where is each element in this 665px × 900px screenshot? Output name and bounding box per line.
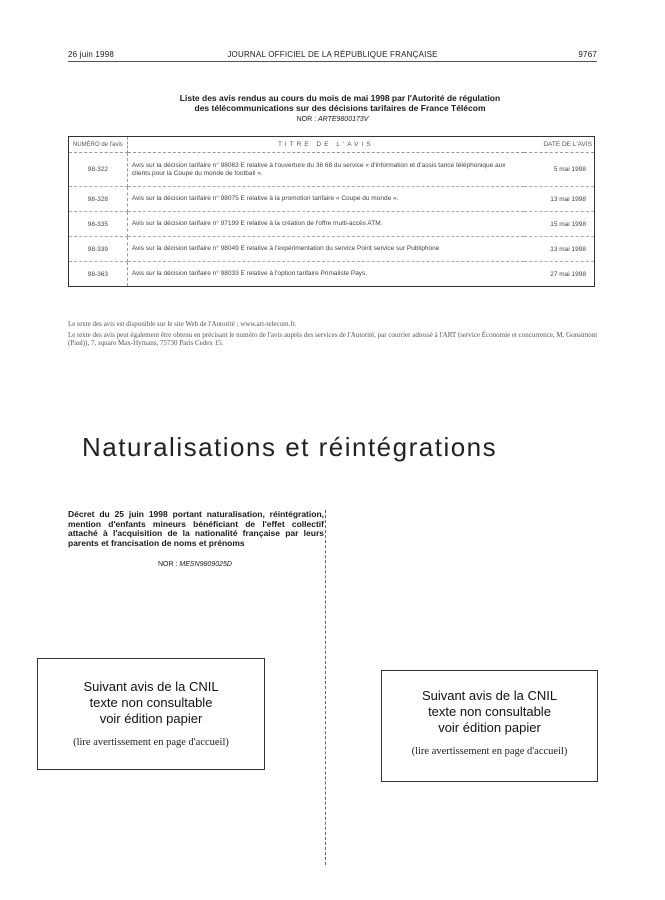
- cnil-line4: (lire avertissement en page d'accueil): [73, 737, 229, 748]
- table-row: [69, 153, 595, 187]
- cnil-line2: texte non consultable: [428, 704, 551, 719]
- table-row: [69, 262, 595, 287]
- liste-title-line2: des télécommunications sur des décisions tarifaires de France Télécom: [194, 103, 486, 113]
- avis-date: 27 mai 1998: [524, 262, 595, 287]
- cnil-notice-right: [381, 670, 598, 782]
- table-row: [69, 212, 595, 237]
- header-page-number: 9767: [578, 50, 597, 59]
- nor-code: MESN9809025D: [179, 561, 232, 568]
- avis-number: 98-328: [69, 187, 128, 212]
- decret-nor: [158, 561, 232, 568]
- avis-title: Avis sur la décision tarifaire n° 98075 E relative à la promotion tarifaire « Coupe du monde ».: [127, 187, 523, 212]
- cnil-line4: (lire avertissement en page d'accueil): [411, 746, 568, 757]
- cnil-line3: voir édition papier: [438, 720, 541, 735]
- header-date: 26 juin 1998: [68, 50, 114, 59]
- avis-number: 98-335: [69, 212, 128, 237]
- avis-number: 98-322: [69, 153, 128, 187]
- avis-date: 13 mai 1998: [524, 237, 595, 262]
- note-contact: Le texte des avis peut également être obtenu en précisant le numéro de l'avis auprès des services de l'Autorité, par courrier adressé à l'ART (service Économie et concurrence, M. Gonsimont (Paul)), 7, square Max-Hymans, 75730 Paris Cedex 15.: [68, 331, 598, 347]
- cnil-line1: Suivant avis de la CNIL: [83, 679, 219, 694]
- cnil-line3: voir édition papier: [99, 711, 203, 726]
- decret-title: Décret du 25 juin 1998 portant naturalisation, réintégration, mention d'enfants mineurs bénéficiant de l'effet collectif attaché à l'acquisition de la nationalité française par leurs parents et francisation de noms et prénoms: [68, 509, 324, 548]
- table-header-row: [69, 137, 595, 153]
- avis-title: Avis sur la décision tarifaire n° 98063 E relative à l'ouverture du 36 68 du service « d'information et d'assis tance téléphonique aux clients pour la Coupe du monde de football ».: [127, 153, 523, 187]
- avis-number: 98-339: [69, 237, 128, 262]
- section-heading: Naturalisations et réintégrations: [82, 432, 498, 462]
- liste-title-line1: Liste des avis rendus au cours du mois de mai 1998 par l'Autorité de régulation: [179, 93, 501, 103]
- avis-title: Avis sur la décision tarifaire n° 98033 E relative à l'option tarifaire Primaliste Pays.: [127, 262, 523, 287]
- avis-table: [68, 136, 595, 287]
- cnil-notice-left: [37, 658, 265, 770]
- table-row: [69, 237, 595, 262]
- avis-title: Avis sur la décision tarifaire n° 98049 E relative à l'expérimentation du service Point service sur Publiphone: [127, 237, 523, 262]
- liste-nor: [0, 116, 665, 123]
- avis-title: Avis sur la décision tarifaire n° 97199 E relative à la création de l'offre multi-accès ATM.: [127, 212, 523, 237]
- note-website: Le texte des avis est disponible sur le site Web de l'Autorité : www.art-telecom.fr.: [68, 320, 297, 328]
- avis-date: 5 mai 1998: [524, 153, 595, 187]
- avis-date: 15 mai 1998: [524, 212, 595, 237]
- header-journal-title: JOURNAL OFFICIEL DE LA RÉPUBLIQUE FRANÇAISE: [227, 50, 438, 59]
- nor-label: NOR :: [158, 561, 178, 568]
- table-row: [69, 187, 595, 212]
- col-title-header: TITRE DE L'AVIS: [127, 137, 523, 153]
- col-num-header: NUMÉRO de l'avis: [69, 137, 128, 153]
- cnil-line1: Suivant avis de la CNIL: [421, 688, 558, 703]
- cnil-line2: texte non consultable: [89, 695, 213, 710]
- column-divider: [325, 510, 326, 865]
- avis-date: 13 mai 1998: [524, 187, 595, 212]
- col-date-header: DATE DE L'AVIS: [524, 137, 595, 153]
- avis-number: 98-363: [69, 262, 128, 287]
- nor-label: NOR :: [296, 116, 317, 123]
- header-rule: [68, 61, 597, 62]
- nor-code: ARTE9800173V: [317, 116, 369, 123]
